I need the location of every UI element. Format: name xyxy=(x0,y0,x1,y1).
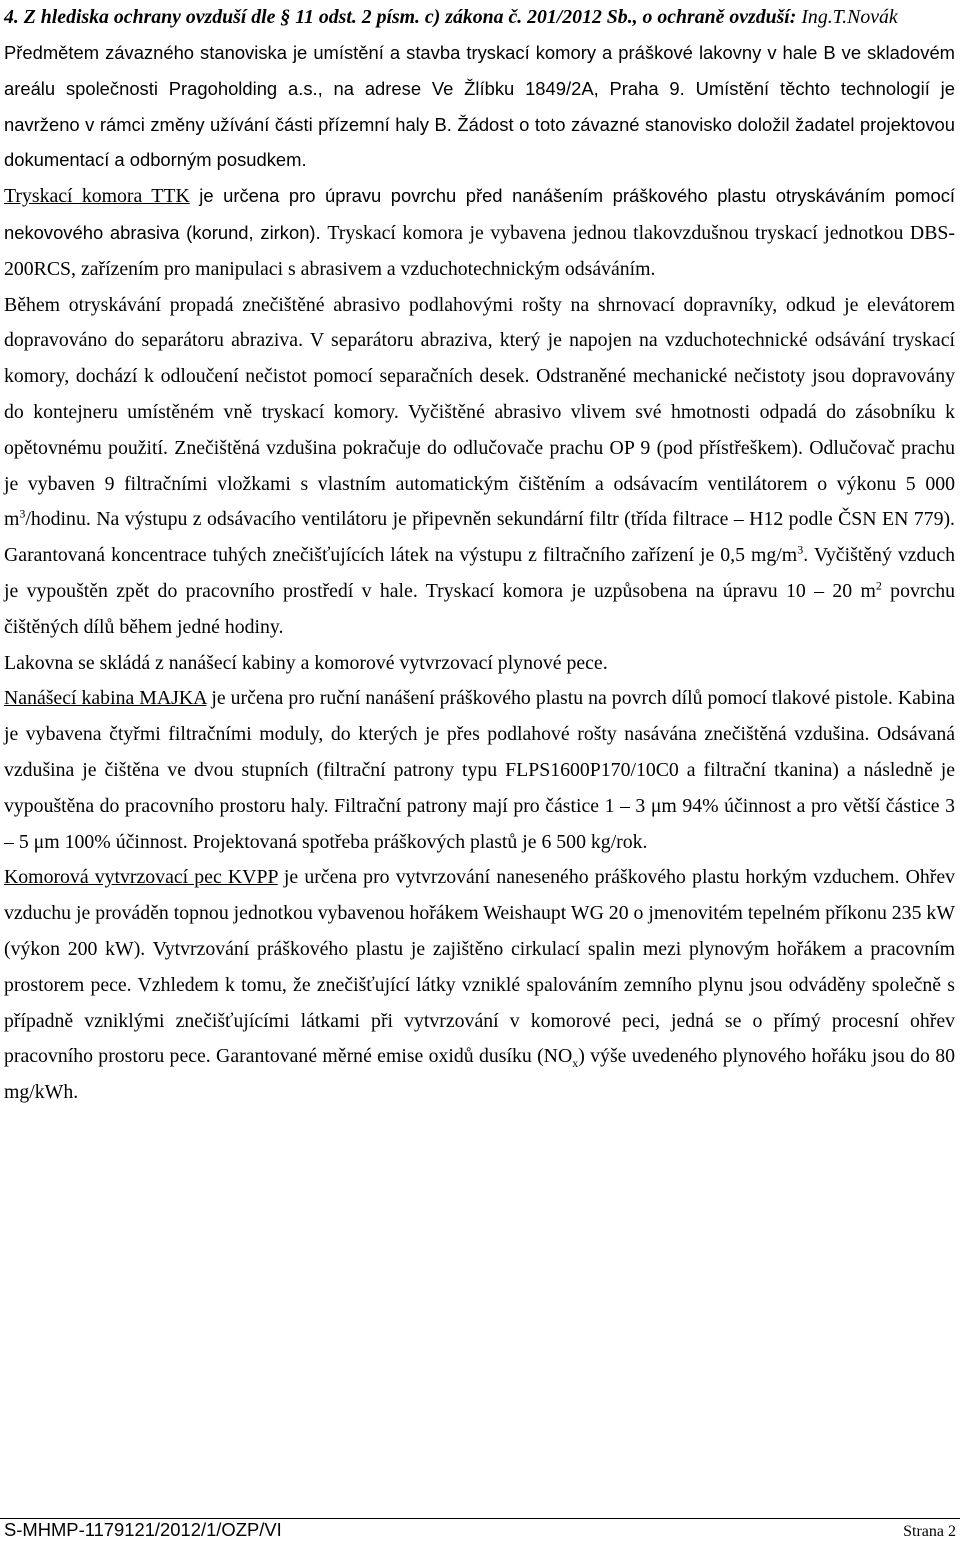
section-heading xyxy=(4,0,955,35)
text-run: . Vyčištěný vzduch je vypouštěn zpět do pracovního prostředí v hale. Tryskací komora je uzpůsobena na úpravu 10 – 20 m xyxy=(4,544,955,602)
text-run: ) výše uvedeného plynového hořáku jsou do 80 mg/kWh. xyxy=(4,1045,955,1104)
text-run: Tryskací komora je vybavena jednou tlakovzdušnou tryskací jednotkou DBS-200RCS, zařízením pro manipulaci s abrasivem a vzduchotechnickým odsáváním. xyxy=(4,221,955,280)
body-paragraph xyxy=(4,681,955,860)
underlined-term: Nanášecí kabina MAJKA xyxy=(4,687,207,710)
text-run: Předmětem závazného stanoviska je umístění a stavba tryskací komory a práškové lakovny v hale B ve skladovém areálu společnosti Pragoholding a.s., na adrese Ve Žlíbku 1849/2A, Praha 9. Umístění těchto technologií je navrženo v rámci změny užívání části přízemní haly B. Žádost o toto závazné stanovisko doložil žadatel projektovou dokumentací a odborným posudkem. xyxy=(4,42,955,171)
underlined-term: Tryskací komora TTK xyxy=(4,185,190,208)
page-footer xyxy=(0,1518,960,1540)
text-run: Během otryskávání propadá znečištěné abrasivo podlahovými rošty na shrnovací dopravníky, odkud je elevátorem dopravováno do separátoru abraziva. V separátoru abraziva, který je napojen na vzduchotechnické odsávání tryskací komory, dochází k odloučení nečistot pomocí separačních desek. Odstraněné mechanické nečistoty jsou dopravovány do kontejneru umístěném vně tryskací komory. Vyčištěné abrasivo vlivem své hmotnosti odpadá do zásobníku k opětovnému použití. Znečištěná vzdušina pokračuje do odlučovače prachu OP 9 (pod přístřeškem). Odlučovač prachu je vybaven 9 filtračními vložkami s vlastním automatickým čištěním a odsávacím ventilátorem o výkonu 5 000 m xyxy=(4,293,955,531)
paragraph-list xyxy=(4,35,955,1111)
text-run: /hodinu. Na výstupu z odsávacího ventilátoru je připevněn sekundární filtr (třída filtrace – H12 podle ČSN EN 779). Garantovaná koncentrace tuhých znečišťujících látek na výstupu z filtračního zařízení je 0,5 mg/m xyxy=(4,508,955,567)
text-run: 4. Z hlediska ochrany ovzduší dle § 11 odst. 2 písm. c) zákona č. 201/2012 Sb., o ochraně ovzduší: xyxy=(4,6,797,28)
body-paragraph xyxy=(4,35,955,178)
text-run: je určena pro úpravu povrchu před nanášením práškového plastu otryskáváním pomocí nekovového abrasiva (korund, zirkon). xyxy=(4,185,955,243)
body-paragraph xyxy=(4,288,955,646)
document-body xyxy=(4,0,955,1111)
superscript-text: 3 xyxy=(797,542,804,557)
text-run: povrchu čištěných dílů během jedné hodiny. xyxy=(4,579,956,638)
page-number-label: Strana 2 xyxy=(903,1523,956,1540)
subscript-text: x xyxy=(572,1056,579,1071)
document-reference-number: S-MHMP-1179121/2012/1/OZP/VI xyxy=(4,1519,282,1540)
body-paragraph xyxy=(4,860,955,1111)
superscript-text: 2 xyxy=(875,578,882,593)
underlined-term: Komorová vytvrzovací pec KVPP xyxy=(4,866,278,889)
heading-responsible-person: Ing.T.Novák xyxy=(796,6,898,28)
text-run: Lakovna se skládá z nanášecí kabiny a komorové vytvrzovací plynové pece. xyxy=(4,651,608,674)
body-paragraph xyxy=(4,178,955,287)
text-run: je určena pro vytvrzování naneseného práškového plastu horkým vzduchem. Ohřev vzduchu je prováděn topnou jednotkou vybavenou hořákem Weishaupt WG 20 o jmenovitém tepelném příkonu 235 kW (výkon 200 kW). Vytvrzování práškového plastu je zajištěno cirkulací spalin mezi plynovým hořákem a pracovním prostorem pece. Vzhledem k tomu, že znečišťující látky vzniklé spalováním zemního plynu jsou odváděny společně s případně vzniklými znečišťujícími látkami při vytvrzování v komorové peci, jedná se o přímý procesní ohřev pracovního prostoru pece. Garantované měrné emise oxidů dusíku (NO xyxy=(4,866,956,1068)
body-paragraph xyxy=(4,646,955,682)
text-run: je určena pro ruční nanášení práškového plastu na povrch dílů pomocí tlakové pistole. Kabina je vybavena čtyřmi filtračními moduly, do kterých je přes podlahové rošty nasávána znečištěná vzdušina. Odsávaná vzdušina je čištěna ve dvou stupních (filtrační patrony typu FLPS1600P170/10C0 a filtrační tkanina) a následně je vypouštěna do pracovního prostoru haly. Filtrační patrony mají pro částice 1 – 3 μm 94% účinnost a pro větší částice 3 – 5 μm 100% účinnost. Projektovaná spotřeba práškových plastů je 6 500 kg/rok. xyxy=(4,687,955,853)
superscript-text: 3 xyxy=(19,506,26,521)
